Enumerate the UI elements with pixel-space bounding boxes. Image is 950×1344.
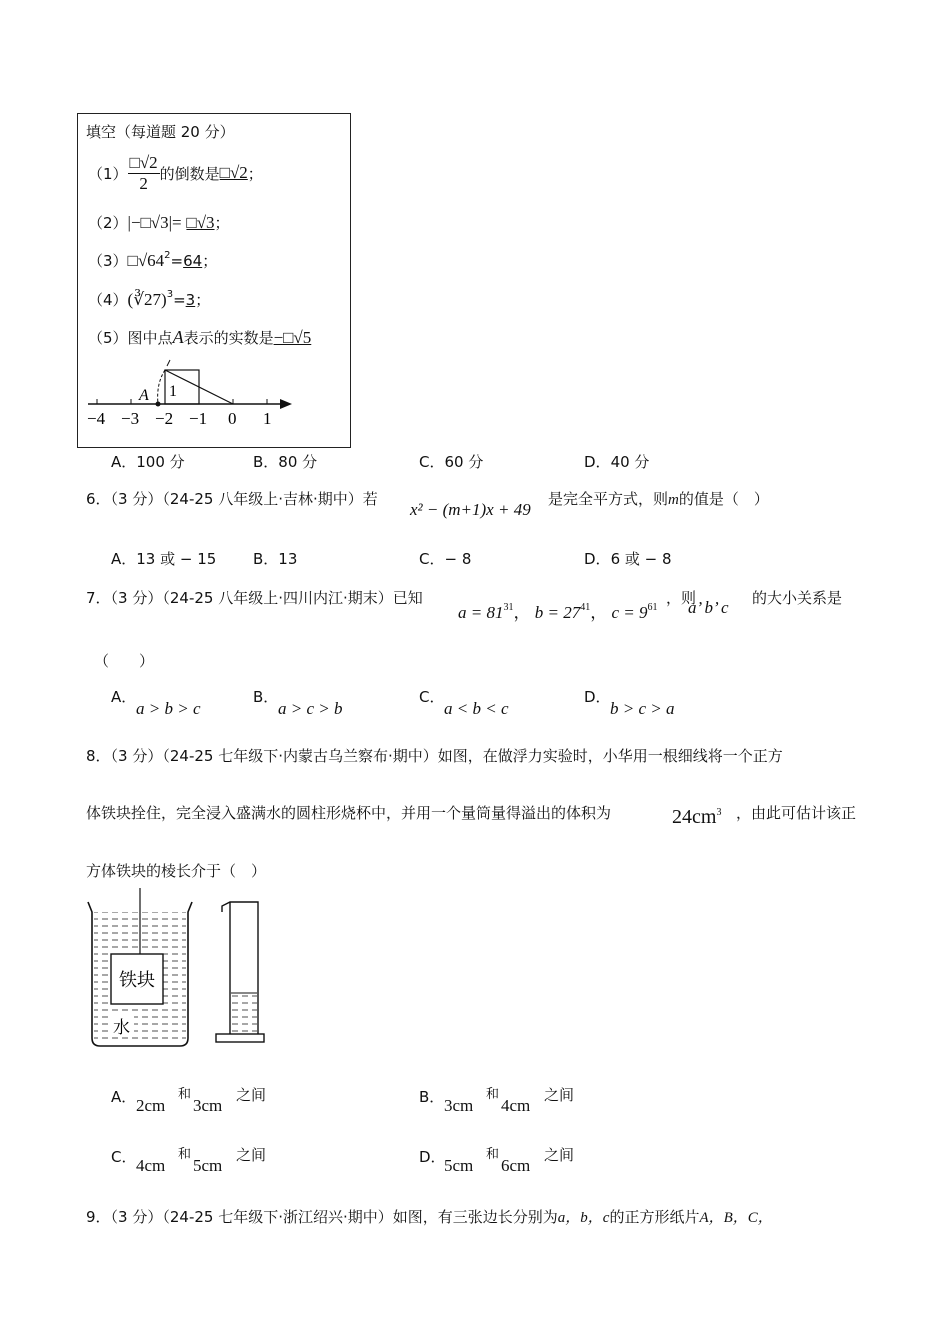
box-item-5 — [88, 327, 311, 348]
q7-option-a[interactable] — [111, 686, 136, 707]
question-score: （3 分） — [110, 747, 163, 765]
point-a-dot — [156, 402, 161, 407]
q8-option-a-v2: 3cm — [193, 1096, 223, 1115]
item-var: A — [172, 327, 184, 347]
tick-label: 0 — [228, 409, 237, 428]
box-item-4 — [88, 289, 210, 310]
question-source: （24-25 七年级下·内蒙古乌兰察布·期中）如图，在做浮力实验时，小华用一根细线将一个正方 — [162, 747, 783, 765]
cylinder-water — [231, 993, 257, 1033]
value-c: c = 9 — [611, 603, 648, 622]
option-letter: B． — [253, 688, 279, 706]
option-letter: B． — [419, 1088, 445, 1106]
stem-var: m — [668, 492, 679, 508]
item-end: ； — [202, 252, 218, 270]
fraction-numerator: □√2 — [129, 152, 158, 172]
q8-option-b[interactable] — [419, 1086, 444, 1107]
item-expr: (∛27) — [127, 290, 167, 309]
fraction-denominator: 2 — [139, 173, 148, 193]
option-letter: C． — [419, 688, 445, 706]
item-eq: = — [170, 252, 184, 270]
stem-text: 的正方形纸片 — [609, 1208, 700, 1226]
number-line-figure — [84, 358, 299, 430]
item-exponent: 3 — [166, 289, 174, 300]
option-letter: C． — [419, 550, 445, 568]
fraction — [128, 153, 160, 194]
q8-option-d[interactable] — [419, 1146, 446, 1167]
axis-arrow-icon — [280, 399, 292, 409]
q7-vars: a’ b’ c — [688, 598, 729, 617]
option-letter: B． — [253, 453, 279, 471]
water-label: 水 — [113, 1018, 130, 1037]
volume-value: 24cm — [672, 806, 717, 828]
option-text: − 8 — [444, 550, 472, 568]
volume-exp: 3 — [716, 807, 722, 818]
tick-label: −2 — [155, 409, 174, 428]
q8-option-d-v1: 5cm — [444, 1156, 474, 1175]
item-answer: 64 — [183, 252, 203, 270]
item-end: ； — [247, 164, 263, 183]
option-letter: D． — [419, 1148, 446, 1166]
q5-option-a[interactable] — [111, 451, 185, 472]
box-item-1 — [88, 150, 263, 196]
q8-option-c-end: 之间 — [236, 1146, 267, 1164]
item-answer: −□√5 — [273, 328, 312, 347]
stem-vars: A，B，C， — [699, 1210, 773, 1226]
q8-option-d-v2: 6cm — [501, 1156, 531, 1175]
question-source: （24-25 八年级上·吉林·期中）若 — [162, 490, 378, 508]
q9-stem — [86, 1206, 773, 1227]
q8-option-b-v1: 3cm — [444, 1096, 474, 1115]
item-label: （1） — [88, 164, 128, 183]
tick-label: −1 — [189, 409, 208, 428]
option-letter: C． — [419, 453, 445, 471]
q7-option-b[interactable] — [253, 686, 278, 707]
q8-volume — [672, 806, 721, 829]
q8-stem-line3: 方体铁块的棱长介于（ ） — [86, 862, 267, 880]
item-label: （5） — [88, 329, 128, 347]
q8-option-a[interactable] — [111, 1086, 136, 1107]
q6-option-c[interactable] — [419, 548, 471, 569]
box-title: 填空（每道题 20 分） — [86, 123, 235, 141]
question-number: 9． — [86, 1208, 111, 1226]
q5-option-b[interactable] — [253, 451, 317, 472]
q6-stem-tail — [548, 488, 769, 509]
q8-option-d-mid: 和 — [486, 1147, 500, 1162]
q8-stem-line1 — [86, 745, 783, 766]
compass-arc — [158, 370, 165, 404]
q5-option-c[interactable] — [419, 451, 483, 472]
item-answer: 3 — [185, 291, 196, 309]
q7-values: $a = 81^{31}$， $b = 27^{41}$， $c = 9^{61}$ — [458, 602, 658, 622]
q8-option-c-mid: 和 — [178, 1147, 192, 1162]
exp-a: 31 — [503, 602, 514, 613]
stem-text: 是完全平方式，则 — [548, 490, 669, 508]
question-score: （3 分） — [110, 1208, 163, 1226]
stem-text: 的值是（ ） — [678, 490, 769, 508]
box-item-3 — [88, 250, 217, 271]
question-score: （3 分） — [110, 490, 163, 508]
box-item-2 — [88, 212, 230, 233]
option-letter: C． — [111, 1148, 137, 1166]
option-letter: A． — [111, 1088, 137, 1106]
q8-option-b-v2: 4cm — [501, 1096, 531, 1115]
question-number: 6． — [86, 490, 111, 508]
q8-option-a-mid: 和 — [178, 1087, 192, 1102]
square-side-label: 1 — [169, 383, 177, 400]
q8-option-c[interactable] — [111, 1146, 136, 1167]
tick-label: −3 — [121, 409, 140, 428]
item-answer: □√2 — [219, 163, 248, 182]
point-a-label: A — [139, 387, 149, 404]
q7-option-a-text: a > b > c — [136, 699, 201, 718]
item-text: 的倒数是 — [159, 164, 220, 183]
item-eq: = — [173, 291, 186, 309]
cylinder-base — [216, 1034, 264, 1042]
option-text: 6 或 − 8 — [610, 550, 672, 568]
arc-tick — [167, 360, 170, 366]
q6-option-a[interactable] — [111, 548, 216, 569]
option-text: 40 分 — [610, 453, 650, 471]
stem-text: 体铁块拴住，完全浸入盛满水的圆柱形烧杯中，并用一个量筒量得溢出的体积为 — [86, 804, 612, 822]
value-a: a = 81 — [458, 603, 504, 622]
value-b: b = 27 — [534, 603, 581, 622]
exp-c: 61 — [647, 602, 658, 613]
q5-option-d[interactable] — [584, 451, 649, 472]
q8-option-d-end: 之间 — [544, 1146, 575, 1164]
option-text: 13 — [278, 550, 298, 568]
item-label: （3） — [88, 252, 128, 270]
q8-stem-line2-tail: ，由此可估计该正 — [736, 804, 857, 822]
item-exponent: 2 — [164, 250, 171, 261]
question-source: （24-25 七年级下·浙江绍兴·期中）如图，有三张边长分别为 — [162, 1208, 558, 1226]
q7-then: ，则 — [666, 589, 697, 607]
option-text: 13 或 − 15 — [136, 550, 217, 568]
q6-option-d[interactable] — [584, 548, 672, 569]
option-text: 100 分 — [136, 453, 185, 471]
question-number: 8． — [86, 747, 111, 765]
item-text2: 表示的实数是 — [183, 329, 274, 347]
q8-option-a-end: 之间 — [236, 1086, 267, 1104]
tick-label: 1 — [263, 409, 272, 428]
item-end: ； — [214, 214, 230, 232]
option-text: 80 分 — [278, 453, 318, 471]
q7-option-c-text: a < b < c — [444, 699, 509, 718]
q8-option-b-end: 之间 — [544, 1086, 575, 1104]
q7-option-c[interactable] — [419, 686, 444, 707]
tick-label: −4 — [87, 409, 106, 428]
item-text: 图中点 — [127, 329, 173, 347]
beaker-figure — [82, 888, 272, 1050]
option-letter: D． — [584, 550, 611, 568]
item-answer: □√3 — [186, 213, 215, 232]
q8-stem-line2 — [86, 802, 611, 823]
q7-option-d[interactable] — [584, 686, 611, 707]
q8-option-c-v2: 5cm — [193, 1156, 223, 1175]
option-letter: B． — [253, 550, 279, 568]
q7-option-b-text: a > c > b — [278, 699, 343, 718]
item-expr: □√64 — [127, 251, 165, 270]
option-letter: A． — [111, 550, 137, 568]
item-expr: |−□√3|= — [127, 213, 182, 232]
item-label: （4） — [88, 291, 128, 309]
question-score: （3 分） — [110, 589, 163, 607]
item-end: ； — [195, 291, 211, 309]
question-number: 7． — [86, 589, 111, 607]
option-letter: D． — [584, 688, 611, 706]
q7-stem-tail: 的大小关系是 — [752, 589, 843, 607]
item-label: （2） — [88, 214, 128, 232]
q8-option-a-v1: 2cm — [136, 1096, 166, 1115]
exp-b: 41 — [580, 602, 591, 613]
q6-option-b[interactable] — [253, 548, 297, 569]
q8-option-b-mid: 和 — [486, 1087, 500, 1102]
q6-expression: x² − (m+1)x + 49 — [410, 500, 531, 519]
option-letter: A． — [111, 688, 137, 706]
question-source: （24-25 八年级上·四川内江·期末）已知 — [162, 589, 423, 607]
iron-block-label: 铁块 — [119, 970, 155, 990]
q8-option-c-v1: 4cm — [136, 1156, 166, 1175]
q7-option-d-text: b > c > a — [610, 699, 675, 718]
q7-answer-paren: （ ） — [94, 652, 155, 670]
option-letter: D． — [584, 453, 611, 471]
q6-stem — [86, 488, 378, 509]
option-text: 60 分 — [444, 453, 484, 471]
q7-stem — [86, 587, 423, 608]
stem-vars: a，b，c — [557, 1210, 610, 1226]
option-letter: A． — [111, 453, 137, 471]
